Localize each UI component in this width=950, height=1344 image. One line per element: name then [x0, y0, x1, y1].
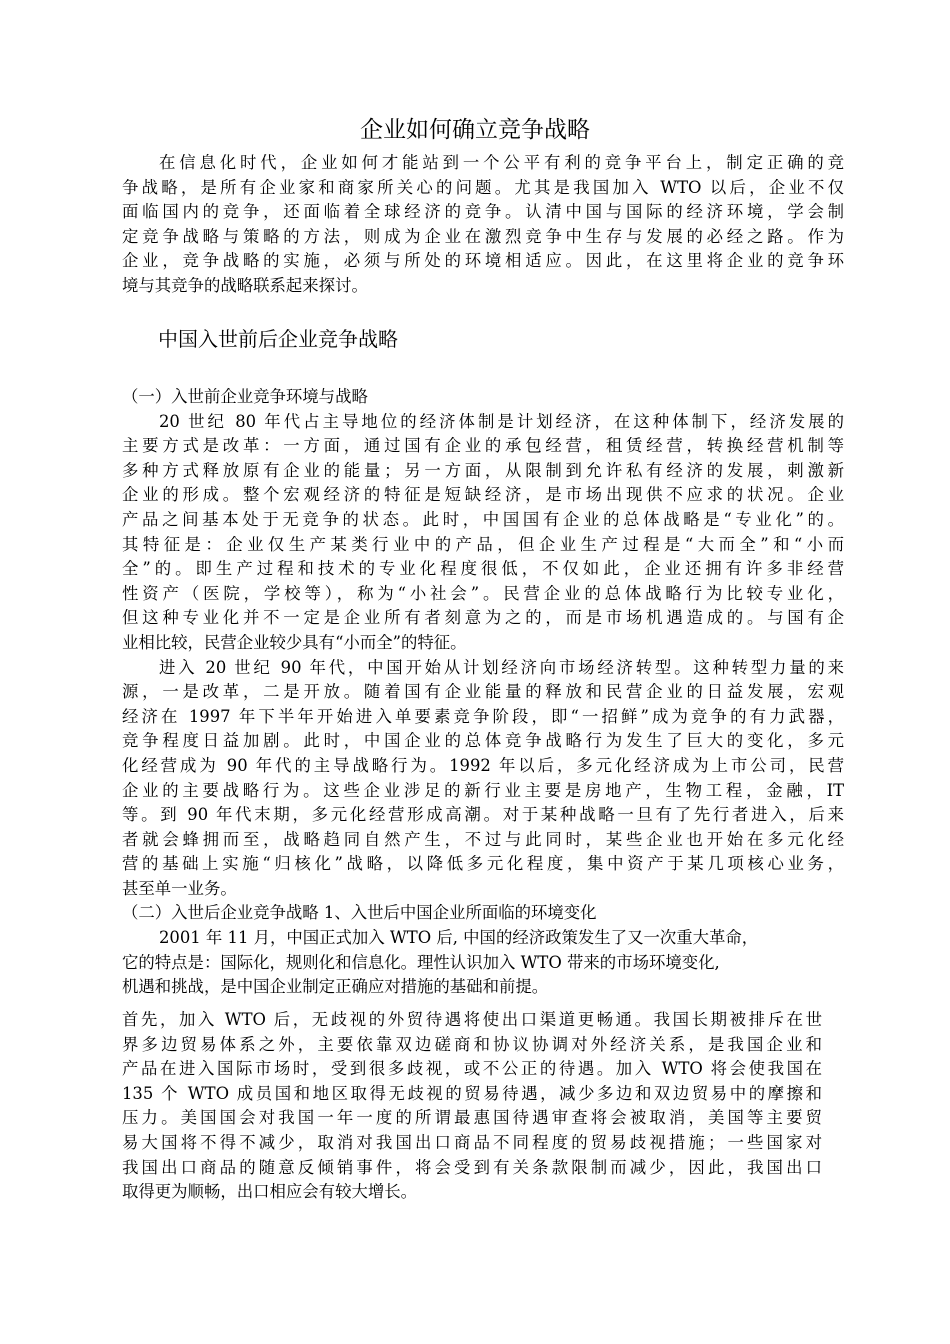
subsection-heading: （二）入世后企业竞争战略 1、入世后中国企业所面临的环境变化 — [122, 903, 597, 923]
text-line: 业相比较，民营企业较少具有“小而全”的特征。 — [122, 632, 467, 652]
text-line: 我国出口商品的随意反倾销事件，将会受到有关条款限制而减少，因此，我国出口 — [122, 1157, 822, 1177]
text-line: 机遇和挑战，是中国企业制定正确应对措施的基础和前提。 — [122, 977, 549, 997]
text-line: 经济在 1997 年下半年开始进入单要素竞争阶段，即“一招鲜”成为竞争的有力武器， — [122, 706, 844, 726]
text-line: 者就会蜂拥而至，战略趋同自然产生，不过与此同时，某些企业也开始在多元化经 — [122, 829, 844, 849]
text-line: 定竞争战略与策略的方法，则成为企业在激烈竞争中生存与发展的必经之路。作为 — [122, 226, 844, 246]
tail-paragraph — [122, 1008, 844, 1205]
text-line: 全”的。即生产过程和技术的专业化程度很低，不仅如此，企业还拥有许多非经营 — [122, 559, 844, 579]
text-line: 压力。美国国会对我国一年一度的所谓最惠国待遇审查将会被取消，美国等主要贸 — [122, 1108, 822, 1128]
text-line: 产品在进入国际市场时，受到很多歧视，或不公正的待遇。加入 WTO 将会使我国在 — [122, 1059, 822, 1079]
body-text — [122, 385, 844, 1000]
text-line: 其特征是：企业仅生产某类行业中的产品，但企业生产过程是“大而全”和“小而 — [122, 534, 844, 554]
section-heading: 中国入世前后企业竞争战略 — [158, 327, 398, 351]
text-line: 化经营成为 90 年代的主导战略行为。1992 年以后，多元化经济成为上市公司，民营 — [122, 755, 844, 775]
text-line: 界多边贸易体系之外，主要依靠双边磋商和协议协调对外经济关系，是我国企业和 — [122, 1034, 822, 1054]
text-line: 境与其竞争的战略联系起来探讨。 — [122, 275, 368, 295]
text-line: 它的特点是：国际化，规则化和信息化。理性认识加入 WTO 带来的市场环境变化, — [122, 952, 720, 972]
text-line: 进入 20 世纪 90 年代，中国开始从计划经济向市场经济转型。这种转型力量的来 — [159, 657, 844, 677]
text-line: 取得更为顺畅，出口相应会有较大增长。 — [122, 1182, 418, 1202]
text-line: 135 个 WTO 成员国和地区取得无歧视的贸易待遇，减少多边和双边贸易中的摩擦和 — [122, 1083, 822, 1103]
text-line: 企业，竞争战略的实施，必须与所处的环境相适应。因此，在这里将企业的竞争环 — [122, 251, 844, 271]
text-line: 易大国将不得不减少，取消对我国出口商品不同程度的贸易歧视措施；一些国家对 — [122, 1132, 822, 1152]
text-line: 20 世纪 80 年代占主导地位的经济体制是计划经济，在这种体制下，经济发展的 — [159, 411, 844, 431]
text-line: 性资产（医院，学校等），称为“小社会”。民营企业的总体战略行为比较专业化， — [122, 583, 844, 603]
text-line: 在信息化时代，企业如何才能站到一个公平有利的竞争平台上，制定正确的竞 — [159, 153, 844, 172]
text-line: 主要方式是改革：一方面，通过国有企业的承包经营，租赁经营，转换经营机制等 — [122, 436, 844, 456]
text-line: 争战略，是所有企业家和商家所关心的问题。尤其是我国加入 WTO 以后，企业不仅 — [122, 177, 844, 197]
text-line: 但这种专业化并不一定是企业所有者刻意为之的，而是市场机遇造成的。与国有企 — [122, 608, 844, 628]
text-line: 源，一是改革，二是开放。随着国有企业能量的释放和民营企业的日益发展，宏观 — [122, 682, 844, 702]
text-line: 等。到 90 年代末期，多元化经营形成高潮。对于某种战略一旦有了先行者进入，后来 — [122, 805, 844, 825]
text-line: 产品之间基本处于无竞争的状态。此时，中国国有企业的总体战略是“专业化”的。 — [122, 509, 844, 529]
text-line: 2001 年 11 月，中国正式加入 WTO 后, 中国的经济政策发生了又一次重大革命， — [159, 928, 759, 948]
text-line: 甚至单一业务。 — [122, 878, 237, 898]
text-line: 面临国内的竞争，还面临着全球经济的竞争。认清中国与国际的经济环境，学会制 — [122, 202, 844, 222]
text-line: 多种方式释放原有企业的能量；另一方面，从限制到允许私有经济的发展，刺激新 — [122, 460, 844, 480]
document-title: 企业如何确立竞争战略 — [360, 117, 590, 143]
text-line: 竞争程度日益加剧。此时，中国企业的总体竞争战略行为发生了巨大的变化，多元 — [122, 731, 844, 751]
subsection-heading: （一）入世前企业竞争环境与战略 — [122, 387, 368, 406]
intro-paragraph — [122, 151, 844, 299]
text-line: 企业的主要战略行为。这些企业涉足的新行业主要是房地产，生物工程，金融，IT — [122, 780, 844, 800]
text-line: 企业的形成。整个宏观经济的特征是短缺经济，是市场出现供不应求的状况。企业 — [122, 485, 844, 505]
text-line: 营的基础上实施“归核化”战略，以降低多元化程度，集中资产于某几项核心业务， — [122, 854, 844, 874]
text-line: 首先，加入 WTO 后，无歧视的外贸待遇将使出口渠道更畅通。我国长期被排斥在世 — [122, 1010, 822, 1029]
